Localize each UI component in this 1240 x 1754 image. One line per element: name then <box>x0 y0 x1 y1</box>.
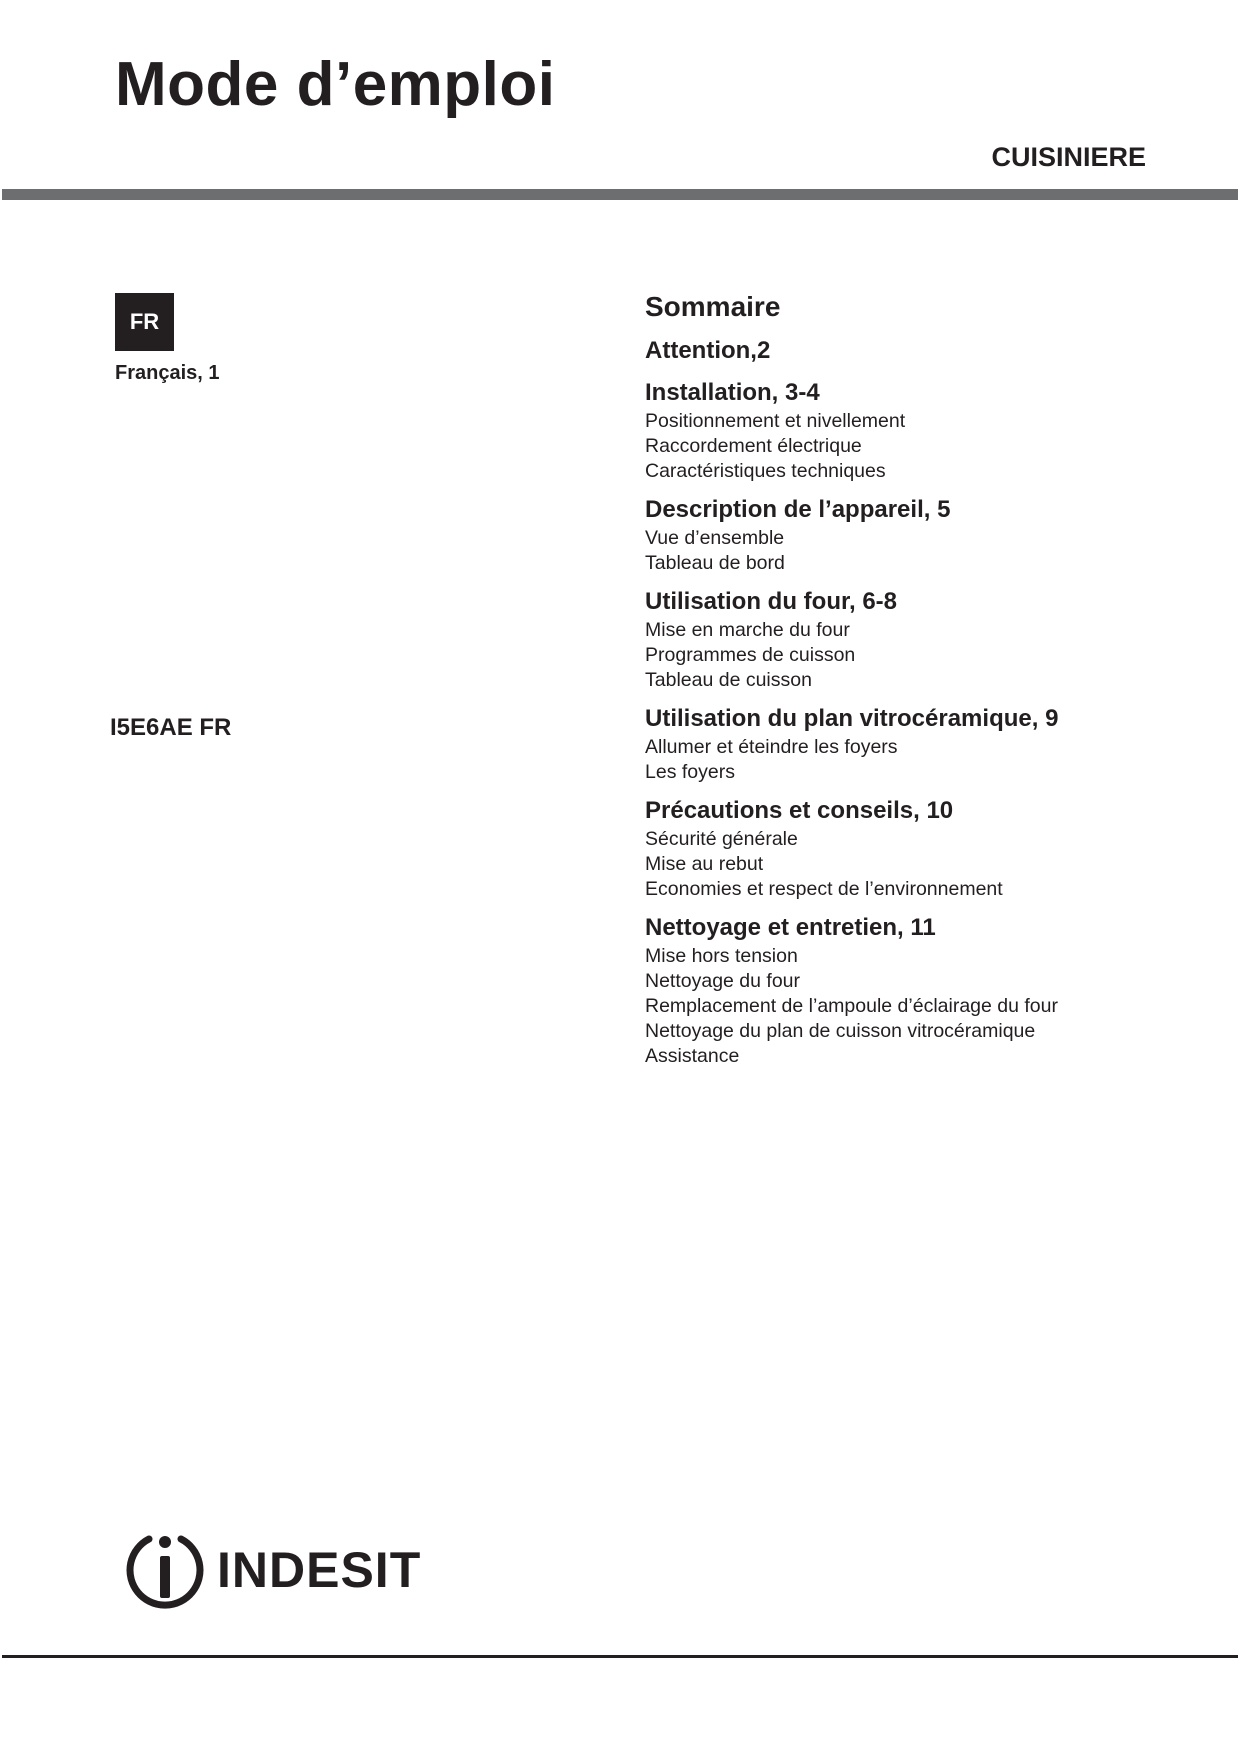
toc-subitem: Mise au rebut <box>645 853 764 875</box>
toc-subitem: Sécurité générale <box>645 828 798 850</box>
toc-section <box>645 703 1225 785</box>
toc-section <box>645 494 1225 576</box>
toc-sections <box>645 335 1225 1069</box>
toc-subitem: Programmes de cuisson <box>645 644 856 666</box>
model-code: I5E6AE FR <box>110 714 232 741</box>
toc-section-title: Utilisation du plan vitrocéramique, 9 <box>645 705 1059 732</box>
toc-subitem: Assistance <box>645 1045 740 1067</box>
toc-subitem: Allumer et éteindre les foyers <box>645 736 898 758</box>
toc-section <box>645 377 1225 484</box>
footer-divider <box>2 1655 1238 1658</box>
toc-subitem: Remplacement de l’ampoule d’éclairage du four <box>645 995 1058 1017</box>
toc-section <box>645 795 1225 902</box>
toc-subitem: Les foyers <box>645 761 735 783</box>
toc-section-title: Utilisation du four, 6-8 <box>645 588 898 615</box>
toc-subitem: Raccordement électrique <box>645 435 862 457</box>
toc-section <box>645 586 1225 693</box>
toc-subitem: Nettoyage du plan de cuisson vitrocéramique <box>645 1020 1036 1042</box>
language-badge: FR <box>115 293 174 351</box>
toc-subitem: Mise en marche du four <box>645 619 850 641</box>
toc-heading: Sommaire <box>645 291 781 322</box>
toc-section <box>645 335 1225 367</box>
toc-section-title: Précautions et conseils, 10 <box>645 797 954 824</box>
toc-subitem: Vue d’ensemble <box>645 527 785 549</box>
toc-subitem: Tableau de bord <box>645 552 785 574</box>
header-divider <box>2 189 1238 200</box>
toc-subitem: Tableau de cuisson <box>645 669 812 691</box>
toc-section-title: Nettoyage et entretien, 11 <box>645 914 936 941</box>
toc-section-title: Description de l’appareil, 5 <box>645 496 951 523</box>
product-type: CUISINIERE <box>991 142 1146 172</box>
toc-section-title: Installation, 3-4 <box>645 379 820 406</box>
brand-logo <box>125 1530 421 1610</box>
toc-subitem: Economies et respect de l’environnement <box>645 878 1003 900</box>
indesit-i-logo-icon <box>125 1530 205 1610</box>
page-title: Mode d’emploi <box>115 50 556 119</box>
language-label: Français, 1 <box>115 362 220 384</box>
toc-subitem: Mise hors tension <box>645 945 798 967</box>
toc-section-title: Attention,2 <box>645 337 771 364</box>
toc-subitem: Nettoyage du four <box>645 970 801 992</box>
table-of-contents <box>645 287 1225 1079</box>
toc-subitem: Positionnement et nivellement <box>645 410 906 432</box>
toc-subitem: Caractéristiques techniques <box>645 460 886 482</box>
brand-name: INDESIT <box>217 1542 422 1598</box>
toc-section <box>645 912 1225 1069</box>
